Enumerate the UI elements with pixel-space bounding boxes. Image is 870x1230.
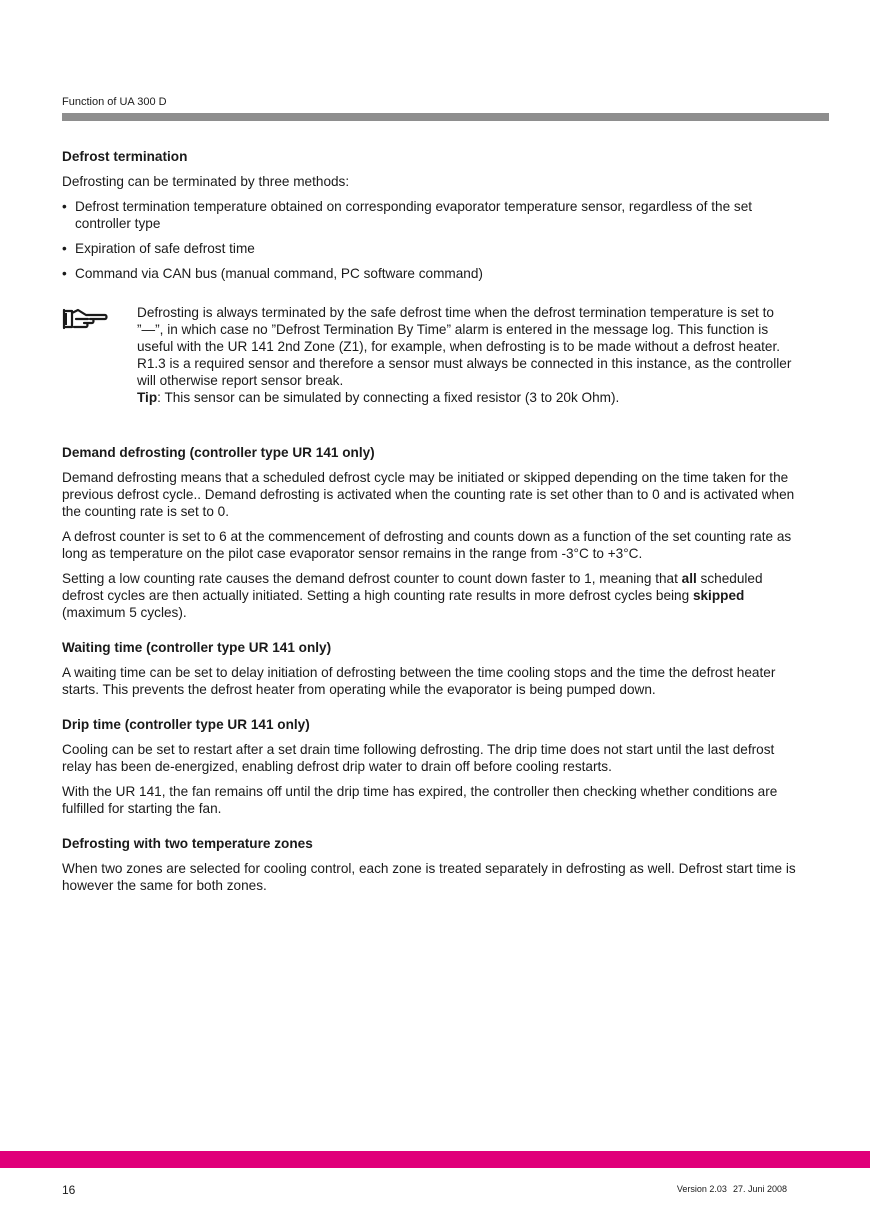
note-text [137,304,802,406]
section-heading: Defrosting with two temperature zones [62,836,313,851]
list-item-text: Command via CAN bus (manual command, PC software command) [75,266,483,281]
pointing-hand-icon [62,306,108,332]
paragraph: When two zones are selected for cooling control, each zone is treated separately in defrosting as well. Defrost start time is however the same for both zones. [62,861,796,893]
bullet-icon: • [62,199,67,214]
bold-run: skipped [692,588,745,603]
bullet-icon: • [62,241,67,256]
footer-accent-bar [0,1151,870,1168]
page-content [62,148,802,902]
header-rule [62,113,829,121]
paragraph [62,570,802,621]
text-run: (maximum 5 cycles). [62,605,187,620]
section-defrost-termination [62,148,802,406]
paragraph: Demand defrosting means that a scheduled defrost cycle may be initiated or skipped depending on the time taken for the previous defrost cycle.. Demand defrosting is activated when the counting rate is set other than to 0 and is activated when the counting rate is set to 0. [62,470,795,519]
section-heading: Drip time (controller type UR 141 only) [62,717,310,732]
section-heading: Waiting time (controller type UR 141 only) [62,640,332,655]
text-run: scheduled defrost cycles are then actually initiated. Setting a high counting rate results in more defrost cycles being [62,571,763,603]
section-waiting-time [62,639,802,698]
section-two-zones [62,835,802,894]
bold-run: all [681,571,697,586]
running-header: Function of UA 300 D [62,96,167,108]
version-info [677,1184,787,1194]
page-number: 16 [62,1183,76,1197]
bullet-icon: • [62,266,67,281]
list-item-text: Defrost termination temperature obtained on corresponding evaporator temperature sensor, regardless of the set controller type [75,199,753,231]
paragraph: Defrosting can be terminated by three methods: [62,174,350,189]
list-item-text: Expiration of safe defrost time [75,241,255,256]
paragraph: Cooling can be set to restart after a set drain time following defrosting. The drip time does not start until the last defrost relay has been de-energized, enabling defrost drip water to drain off before cooling restarts. [62,742,775,774]
section-heading: Demand defrosting (controller type UR 141 only) [62,445,375,460]
section-drip-time [62,716,802,817]
paragraph: A waiting time can be set to delay initiation of defrosting between the time cooling stops and the time the defrost heater starts. This prevents the defrost heater from operating while the evaporator is being pumped down. [62,665,776,697]
list-item [62,265,802,282]
tip-text: : This sensor can be simulated by connecting a fixed resistor (3 to 20k Ohm). [157,390,620,405]
list-item [62,198,802,232]
version-label: Version 2.03 [676,1184,727,1194]
section-heading: Defrost termination [62,149,188,164]
paragraph: A defrost counter is set to 6 at the commencement of defrosting and counts down as a function of the set counting rate as long as temperature on the pilot case evaporator sensor remains in the range from -3°C to +3°C. [62,529,792,561]
tip-label: Tip [137,390,158,405]
section-demand-defrosting [62,444,802,621]
note-box [62,304,802,406]
text-run: Setting a low counting rate causes the demand defrost counter to count down faster to 1, meaning that [62,571,682,586]
bullet-list [62,198,802,282]
paragraph: With the UR 141, the fan remains off until the drip time has expired, the controller then checking whether conditions are fulfilled for starting the fan. [62,784,778,816]
list-item [62,240,802,257]
version-date: 27. Juni 2008 [732,1184,787,1194]
note-body: Defrosting is always terminated by the safe defrost time when the defrost termination temperature is set to ”—”, in which case no ”Defrost Termination By Time” alarm is entered in the message log. This function is useful with the UR 141 2nd Zone (Z1), for example, when defrosting is to be made without a defrost heater. R1.3 is a required sensor and therefore a sensor must always be connected in this instance, as the controller will otherwise report sensor break. [137,305,792,388]
